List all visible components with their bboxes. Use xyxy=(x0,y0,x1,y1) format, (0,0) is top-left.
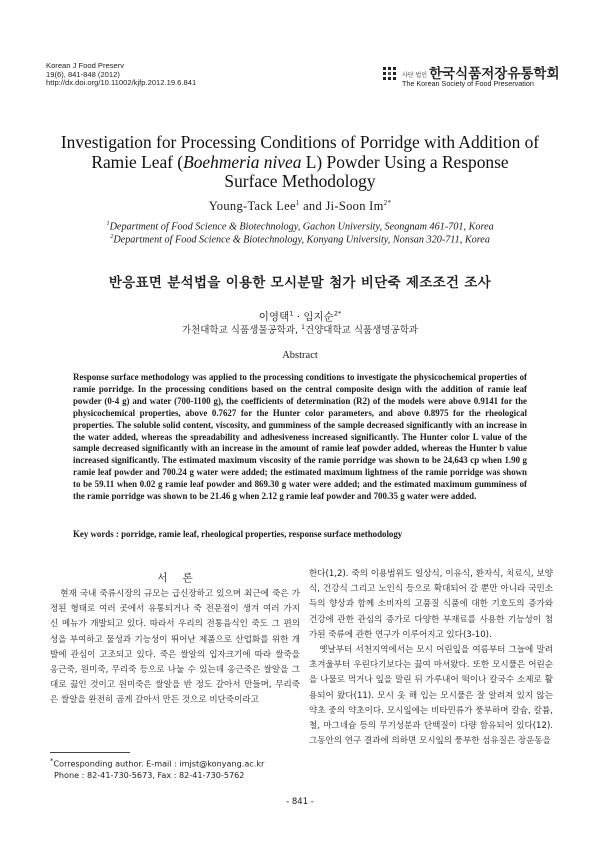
affiliation-2: $^2$Department of Food Science & Biotechnology, Konyang University, Nonsan 320-711, Korea xyxy=(110,233,490,246)
keywords-text: porridge, ramie leaf, rheological properties, response surface methodology xyxy=(121,529,403,539)
journal-name: Korean J Food Preserv xyxy=(46,61,125,70)
paper-title: Investigation for Processing Conditions of Porridge with Addition of Ramie Leaf (Boehmeria nivea L) Powder Using a Response Surface Methodology xyxy=(60,132,540,191)
society-english-name: The Korean Society of Food Preservation xyxy=(402,79,534,88)
corresponding-author: Corresponding author. E-mail : imjst@konyang.ac.kr xyxy=(53,758,265,769)
keywords-label: Key words : xyxy=(73,529,122,539)
footnote: *Corresponding author. E-mail : imjst@konyang.ac.kr Phone : 82-41-730-5673, Fax : 82-41-730-5762 xyxy=(50,756,300,782)
author-list: Young-Tack Lee$^1$ and Ji-Soon $Im^{2*}$ xyxy=(208,199,392,214)
society-emblem-icon xyxy=(380,64,400,84)
society-prefix: 사단 법인 xyxy=(402,71,428,79)
author-2: Ji-Soon Im xyxy=(325,199,384,214)
contact-phone: Phone : 82-41-730-5673, Fax : 82-41-730-5762 xyxy=(54,770,245,781)
page-number: - 841 - xyxy=(286,797,314,807)
journal-info xyxy=(46,62,196,88)
society-logo xyxy=(380,62,560,90)
abstract-heading: Abstract xyxy=(282,350,318,361)
scientific-name: Boehmeria nivea xyxy=(183,151,302,172)
affiliation-1: $^1$Department of Food Science & Biotechnology, Gachon University, Seongnam 461-701, Korea xyxy=(106,220,494,233)
body-column-left xyxy=(50,587,300,709)
keywords xyxy=(73,529,533,539)
korean-affiliations: 가천대학교 식품생물공학과, $^1$건양대학교 식품생명공학과 xyxy=(181,323,419,336)
paragraph: 한다(1,2). 죽의 이용범위도 일상식, 이유식, 환자식, 치료식, 보양식, 건강식 그리고 노인식 등으로 확대되어 갈 뿐만 아니라 국민소득의 향상과 함께 소비자의 고품질 식품에 대한 기호도의 증가와 건강에 관한 관심의 증가로 다양한 부재료를 사용한 기능성이 첨가된 죽류에 관한 연구가 이루어지고 있다(3-10). xyxy=(309,569,553,640)
journal-doi[interactable]: http://dx.doi.org/10.11002/kjfp.2012.19.6.841 xyxy=(46,78,197,88)
footnote-divider xyxy=(50,752,130,753)
korean-title: 반응표면 분석법을 이용한 모시분말 첨가 비단죽 제조조건 조사 xyxy=(108,276,492,291)
body-column-right xyxy=(309,567,553,749)
paragraph: 옛날부터 서천지역에서는 모시 어린잎을 여름부터 그늘에 말려 초겨울부터 우린다기보다는 끓여 마셔왔다. 또한 모시풀은 어린순을 나물로 먹거나 잎을 말린 뒤 가루내어 떡이나 칼국수 소제로 활용되어 왔다(11). 모시 옷 해 입는 모시풀은 잘 알려져 있지 않는 약초 중의 약초이다. 모시잎에는 비타민류가 풍부하며 칼슘, 칼륨, 철, 마그네슘 등의 무기성분과 단백질이 다량 함유되어 있다(12). 그동안의 연구 결과에 의하면 모시잎의 풍부한 섬유질은 장운동을 xyxy=(309,645,553,747)
society-korean-name: 한국식품저장유통학회 xyxy=(429,66,560,82)
paragraph: 현재 국내 죽류시장의 규모는 급신장하고 있으며 최근에 죽은 가정된 형태로 여러 곳에서 유통되거나 죽 전문점이 생겨 여러 가지 신 메뉴가 개발되고 있다. 따라서 우리의 전통음식인 죽도 그 편의성을 부여하고 물성과 기능성이 뛰어난 제품으로 산업화를 위한 개발에 관심이 고조되고 있다. 죽은 쌀알의 입자크기에 따라 쌀죽을 옹근죽, 원미죽, 무리죽 등으로 나눌 수 있는데 옹근죽은 쌀알을 그대로 끓인 것이고 원미죽은 쌀알을 반 정도 갈아서 만들며, 무리죽은 쌀알을 완전히 곱게 갈아서 만든 것으로 비단죽이라고 xyxy=(50,589,300,706)
abstract-body: Response surface methodology was applied to the processing conditions to investigate the physicochemical properties of ramie porridge. In the processing conditions based on the central composite design with the addition of ramie leaf powder (0-4 g) and water (700-1100 g), the coefficients of determination (R2) of the models were above 0.9141 for the physicochemical properties, above 0.7627 for the Hunter color parameters, and above 0.8975 for the rheological properties. The soluble solid content, viscosity, and gumminess of the sample decreased significantly with an increase in the water added, whereas the spreadability and adhesiveness increased significantly. The Hunter color L value of the sample decreased significantly with an increase in the amount of ramie leaf powder added, whereas the Hunter b value increased significantly. The estimated maximum viscosity of the ramie porridge was shown to be 24,643 cp when 1.90 g ramie leaf powder and 700.24 g water were added; the estimated maximum lightness of the ramie porridge was shown to be 59.11 when 0.02 g ramie leaf powder and 869.30 g water were added; and the estimated maximum gumminess of the ramie porridge was shown to be 21.46 g when 2.12 g ramie leaf powder and 700.35 g water were added. xyxy=(73,372,527,502)
author-1: Young-Tack Lee xyxy=(208,199,296,214)
journal-volume: 19(6), 841-848 (2012) xyxy=(46,69,120,79)
korean-author-list: 이영택$^1$ · 임지순$^{2*}$ xyxy=(258,309,342,323)
section-heading-introduction: 서 론 xyxy=(157,572,199,584)
